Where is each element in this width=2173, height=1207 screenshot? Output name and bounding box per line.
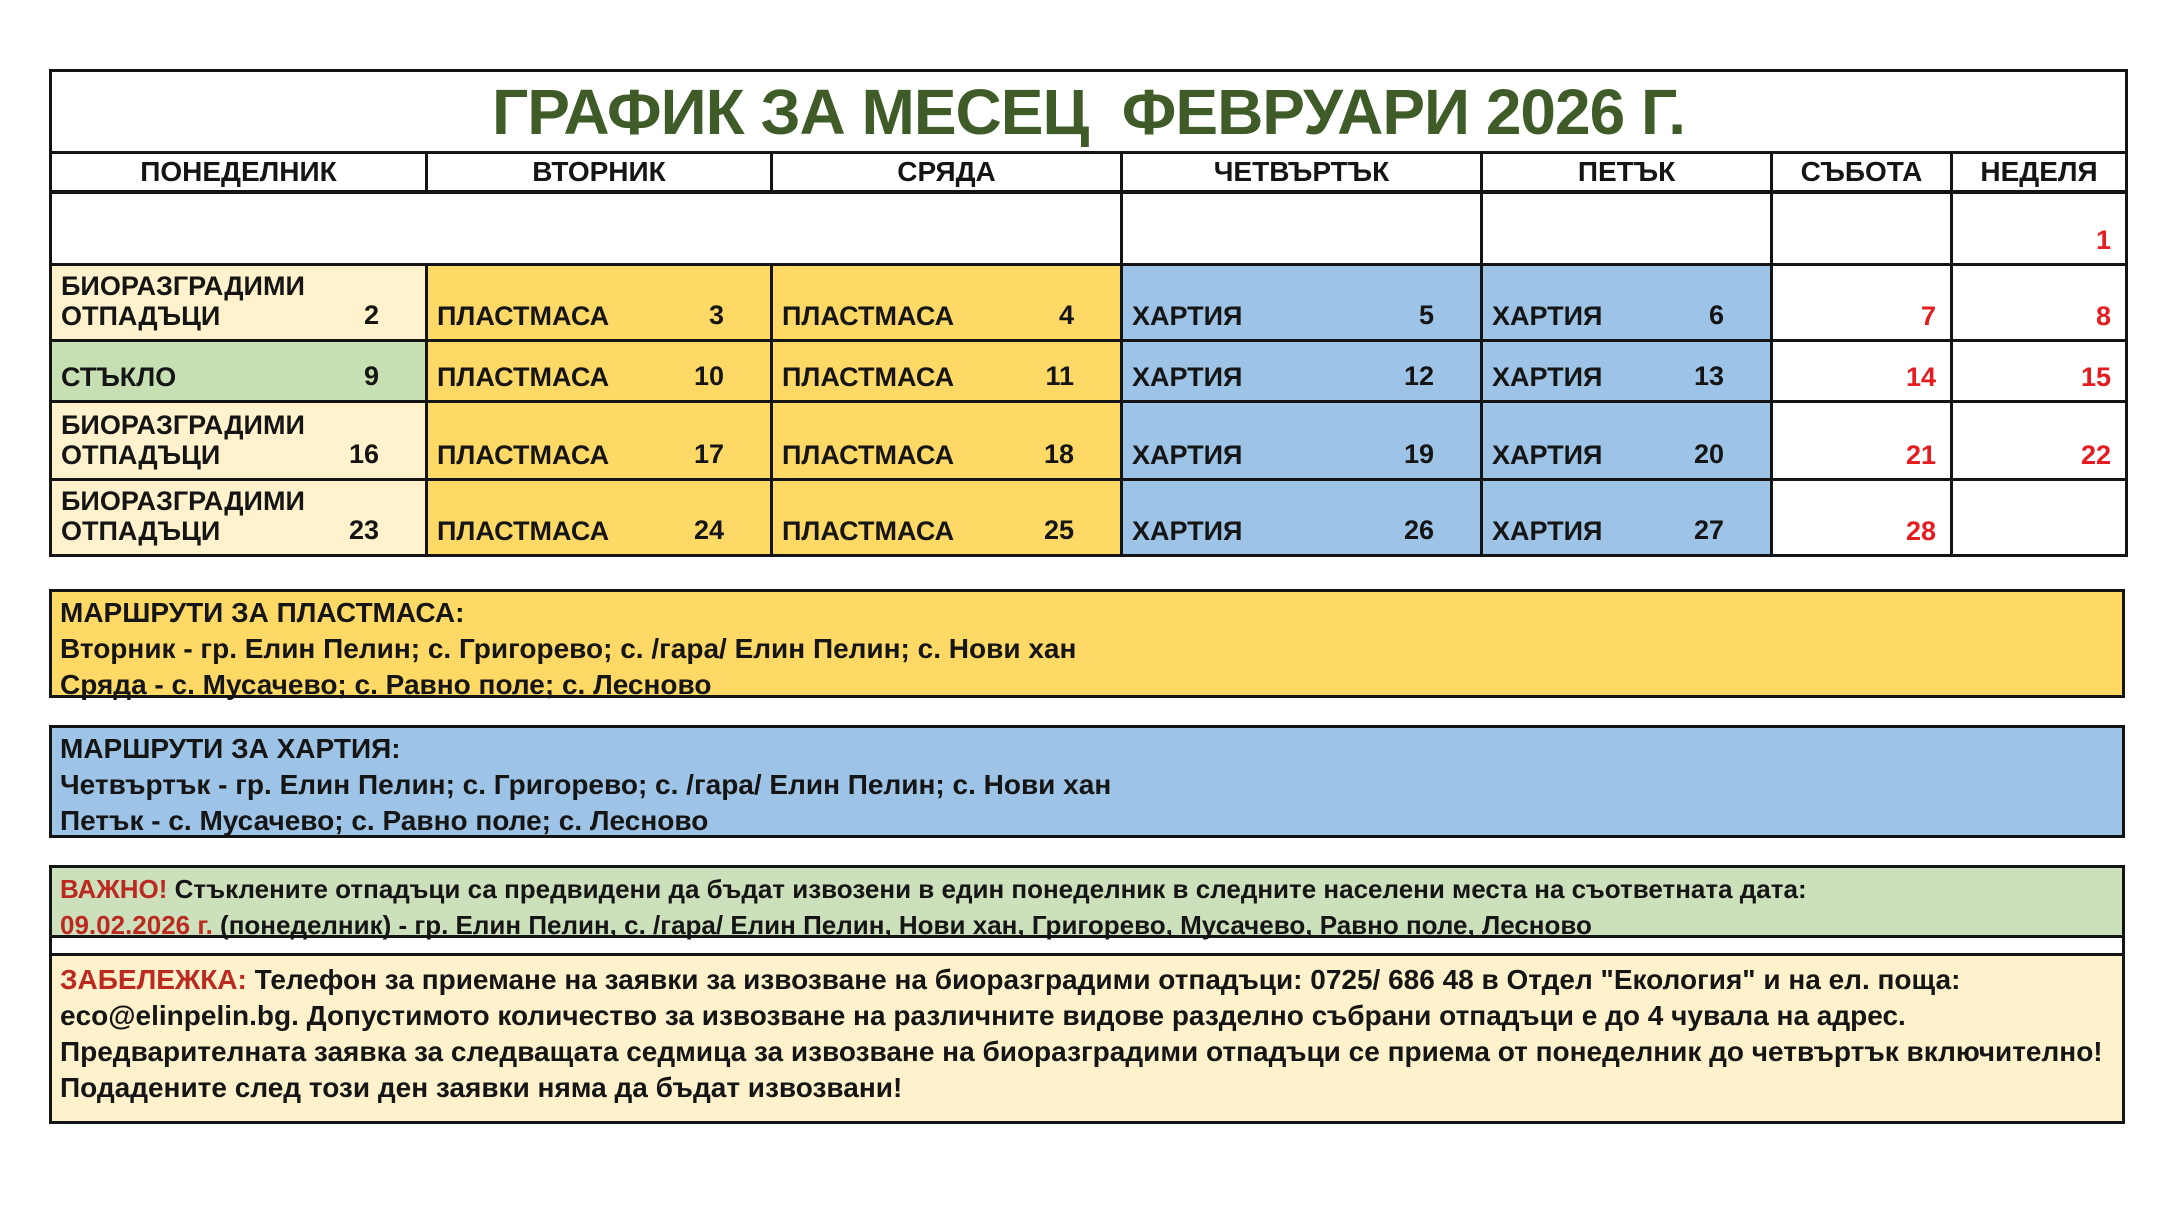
waste-label: ХАРТИЯ	[1492, 300, 1603, 331]
waste-cell-paper	[1482, 340, 1772, 401]
waste-cell-paper	[1122, 340, 1482, 401]
routes-plastic-line1: Вторник - гр. Елин Пелин; с. Григорево; с. /гара/ Елин Пелин; с. Нови хан	[60, 633, 1077, 665]
date-cell-saturday: 7	[1772, 264, 1952, 340]
empty-cell-mon-wed	[51, 192, 1122, 264]
date-cell-saturday: 21	[1772, 401, 1952, 479]
waste-cell-paper	[1122, 264, 1482, 340]
waste-label: БИОРАЗГРАДИМИ ОТПАДЪЦИ	[61, 409, 305, 470]
waste-label: ХАРТИЯ	[1132, 439, 1243, 470]
waste-cell-paper	[1482, 264, 1772, 340]
note-text: Телефон за приемане на заявки за извозване на биоразградими отпадъци: 0725/ 686 48 в Отдел "Екология" и на ел. поща: eco@elinpelin.bg. Допустимото количество за извозване на различните видове разделно събрани отпадъци е до 4 чувала на адрес. Предварителната заявка за следващата седмица за извозване на биоразградими отпадъци се приема от понеделник до четвъртък включително! Подадените след този ден заявки няма да бъдат извозвани!	[60, 964, 2103, 1104]
routes-paper-box	[49, 725, 2125, 838]
waste-cell-biodegradable	[51, 264, 427, 340]
waste-cell-plastic	[772, 264, 1122, 340]
waste-cell-plastic	[427, 264, 772, 340]
empty-cell-friday	[1482, 192, 1772, 264]
date-number: 19	[1403, 438, 1434, 469]
waste-label: ПЛАСТМАСА	[437, 300, 610, 331]
date-number: 25	[1043, 515, 1074, 546]
week-row-4	[51, 401, 2127, 479]
waste-cell-plastic	[772, 401, 1122, 479]
important-text: Стъклените отпадъци са предвидени да бъдат извозени в един понеделник в следните населени места на съответната дата:	[167, 874, 1807, 905]
waste-label: ПЛАСТМАСА	[437, 516, 610, 547]
week-row-2	[51, 264, 2127, 340]
date-number: 11	[1045, 360, 1074, 391]
waste-label: ХАРТИЯ	[1132, 300, 1243, 331]
week-row-3	[51, 340, 2127, 401]
date-number: 10	[693, 360, 724, 391]
routes-paper-line1: Четвъртък - гр. Елин Пелин; с. Григорево; с. /гара/ Елин Пелин; с. Нови хан	[60, 769, 1112, 801]
date-cell-sunday: 1	[1952, 192, 2127, 264]
title-cell	[51, 71, 2127, 153]
waste-cell-paper	[1482, 401, 1772, 479]
waste-cell-paper	[1122, 401, 1482, 479]
date-number: 18	[1043, 438, 1074, 469]
weekday-header-row	[51, 153, 2127, 193]
date-number: 3	[708, 299, 724, 330]
routes-plastic-box	[49, 589, 2125, 701]
important-date-text: (понеделник) - гр. Елин Пелин, с. /гара/ Елин Пелин, Нови хан, Григорево, Мусачево, Равно поле, Лесново	[212, 910, 1592, 941]
routes-paper-title: МАРШРУТИ ЗА ХАРТИЯ:	[60, 733, 401, 765]
important-line1	[60, 871, 2114, 907]
important-label: ВАЖНО!	[60, 874, 168, 905]
waste-cell-biodegradable	[51, 401, 427, 479]
day-header-thursday: ЧЕТВЪРТЪК	[1122, 153, 1482, 193]
date-cell-sunday	[1952, 479, 2127, 555]
waste-label: ПЛАСТМАСА	[782, 361, 955, 392]
important-box	[49, 865, 2125, 941]
note-label: ЗАБЕЛЕЖКА:	[60, 964, 247, 996]
date-number: 24	[693, 515, 724, 546]
routes-paper-line2: Петък - с. Мусачево; с. Равно поле; с. Лесново	[60, 805, 709, 837]
date-cell-saturday: 14	[1772, 340, 1952, 401]
waste-label: ХАРТИЯ	[1492, 439, 1603, 470]
waste-cell-paper	[1482, 479, 1772, 555]
waste-label: ХАРТИЯ	[1492, 516, 1603, 547]
day-header-saturday: СЪБОТА	[1772, 153, 1952, 193]
important-date: 09.02.2026 г.	[60, 910, 213, 941]
date-number: 12	[1403, 360, 1434, 391]
waste-label: ПЛАСТМАСА	[782, 516, 955, 547]
waste-cell-paper	[1122, 479, 1482, 555]
page-title: ГРАФИК ЗА МЕСЕЦ ФЕВРУАРИ 2026 Г.	[492, 75, 1686, 148]
day-header-sunday: НЕДЕЛЯ	[1952, 153, 2127, 193]
waste-cell-glass	[51, 340, 427, 401]
waste-cell-biodegradable	[51, 479, 427, 555]
date-cell-saturday	[1772, 192, 1952, 264]
date-number: 20	[1693, 438, 1724, 469]
date-cell-sunday: 15	[1952, 340, 2127, 401]
waste-label: ПЛАСТМАСА	[782, 300, 955, 331]
date-number: 5	[1418, 299, 1434, 330]
waste-cell-plastic	[427, 479, 772, 555]
week-row-1	[51, 192, 2127, 264]
date-cell-sunday: 22	[1952, 401, 2127, 479]
date-number: 23	[348, 515, 379, 546]
day-header-tuesday: ВТОРНИК	[427, 153, 772, 193]
date-cell-sunday: 8	[1952, 264, 2127, 340]
date-number: 27	[1693, 515, 1724, 546]
calendar-table	[49, 69, 2128, 557]
waste-label: СТЪКЛО	[61, 361, 177, 392]
date-number: 2	[363, 299, 379, 330]
note-box	[49, 953, 2125, 1124]
date-number: 9	[363, 360, 379, 391]
waste-label: БИОРАЗГРАДИМИ ОТПАДЪЦИ	[61, 485, 305, 547]
day-header-monday: ПОНЕДЕЛНИК	[51, 153, 427, 193]
date-number: 16	[348, 438, 379, 469]
day-header-friday: ПЕТЪК	[1482, 153, 1772, 193]
waste-cell-plastic	[427, 401, 772, 479]
waste-label: ХАРТИЯ	[1132, 361, 1243, 392]
waste-label: ХАРТИЯ	[1132, 516, 1243, 547]
date-cell-saturday: 28	[1772, 479, 1952, 555]
waste-label: ПЛАСТМАСА	[437, 439, 610, 470]
date-number: 6	[1708, 299, 1724, 330]
waste-cell-plastic	[772, 340, 1122, 401]
waste-cell-plastic	[427, 340, 772, 401]
title-row	[51, 71, 2127, 153]
date-number: 13	[1693, 360, 1724, 391]
date-number: 17	[693, 438, 724, 469]
day-header-wednesday: СРЯДА	[772, 153, 1122, 193]
date-number: 26	[1403, 515, 1434, 546]
waste-label: ПЛАСТМАСА	[782, 439, 955, 470]
waste-label: ХАРТИЯ	[1492, 361, 1603, 392]
empty-cell-thursday	[1122, 192, 1482, 264]
routes-plastic-line2: Сряда - с. Мусачево; с. Равно поле; с. Лесново	[60, 669, 712, 701]
waste-cell-plastic	[772, 479, 1122, 555]
week-row-5	[51, 479, 2127, 555]
waste-label: ПЛАСТМАСА	[437, 361, 610, 392]
routes-plastic-title: МАРШРУТИ ЗА ПЛАСТМАСА:	[60, 597, 465, 629]
date-number: 4	[1058, 299, 1074, 330]
waste-label: БИОРАЗГРАДИМИ ОТПАДЪЦИ	[61, 270, 305, 331]
